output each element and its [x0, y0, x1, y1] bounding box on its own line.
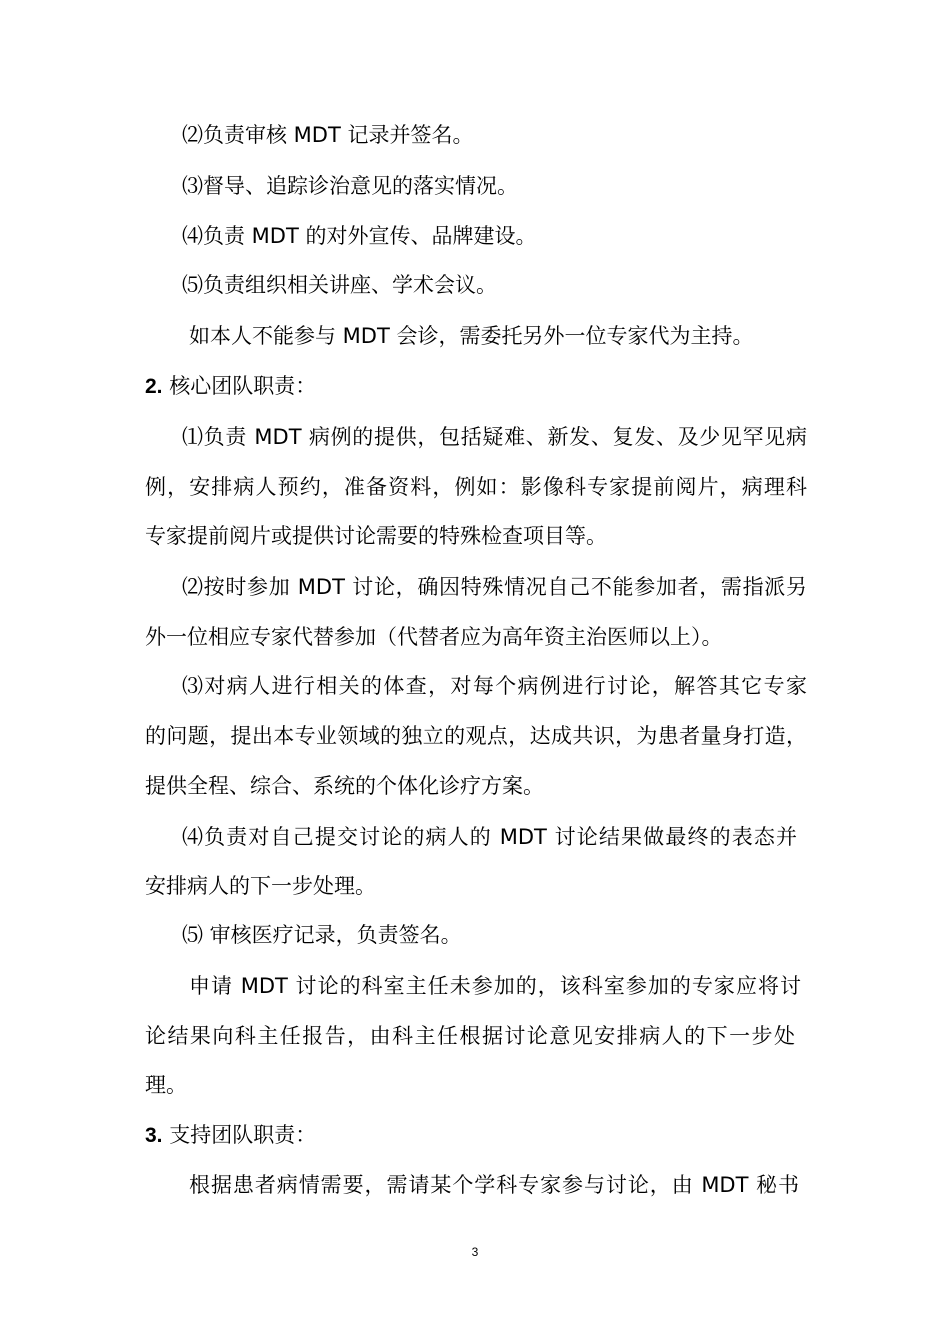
- paragraph-line: ⑶对病人进行相关的体查，对每个病例进行讨论，解答其它专家: [182, 674, 807, 698]
- section-heading-core-team: [145, 371, 316, 402]
- paragraph-line: ⑶督导、追踪诊治意见的落实情况。: [182, 174, 518, 198]
- paragraph-line: 根据患者病情需要，需请某个学科专家参与讨论，由 MDT 秘书: [189, 1173, 799, 1197]
- paragraph-line: 外一位相应专家代替参加（代替者应为高年资主治医师以上）。: [145, 625, 723, 649]
- paragraph-line: 安排病人的下一步处理。: [145, 874, 376, 898]
- paragraph-line: ⑸负责组织相关讲座、学术会议。: [182, 273, 497, 297]
- section-title: 核心团队职责：: [169, 374, 317, 398]
- paragraph-line: 申请 MDT 讨论的科室主任未参加的，该科室参加的专家应将讨: [189, 974, 801, 998]
- paragraph-line: ⑷负责 MDT 的对外宣传、品牌建设。: [182, 224, 537, 248]
- section-number: 3.: [145, 1124, 163, 1147]
- paragraph-line: ⑵按时参加 MDT 讨论，确因特殊情况自己不能参加者，需指派另: [182, 575, 807, 599]
- paragraph-line: 专家提前阅片或提供讨论需要的特殊检查项目等。: [145, 524, 607, 548]
- paragraph-line: ⑸ 审核医疗记录，负责签名。: [182, 923, 462, 947]
- paragraph-line: ⑵负责审核 MDT 记录并签名。: [182, 123, 474, 147]
- paragraph-line: 如本人不能参与 MDT 会诊，需委托另外一位专家代为主持。: [189, 324, 754, 348]
- section-heading-support-team: [145, 1120, 316, 1151]
- paragraph-line: 理。: [145, 1073, 187, 1097]
- section-title: 支持团队职责：: [169, 1123, 317, 1147]
- paragraph-line: ⑷负责对自己提交讨论的病人的 MDT 讨论结果做最终的表态并: [182, 825, 797, 849]
- paragraph-line: 提供全程、综合、系统的个体化诊疗方案。: [145, 774, 544, 798]
- paragraph-line: 论结果向科主任报告，由科主任根据讨论意见安排病人的下一步处: [145, 1024, 795, 1048]
- section-number: 2.: [145, 375, 163, 398]
- paragraph-line: 的问题，提出本专业领域的独立的观点，达成共识，为患者量身打造，: [145, 724, 807, 748]
- paragraph-line: 例，安排病人预约，准备资料，例如：影像科专家提前阅片，病理科: [145, 475, 807, 499]
- page-number: 3: [471, 1245, 479, 1259]
- paragraph-line: ⑴负责 MDT 病例的提供，包括疑难、新发、复发、及少见罕见病: [182, 425, 807, 449]
